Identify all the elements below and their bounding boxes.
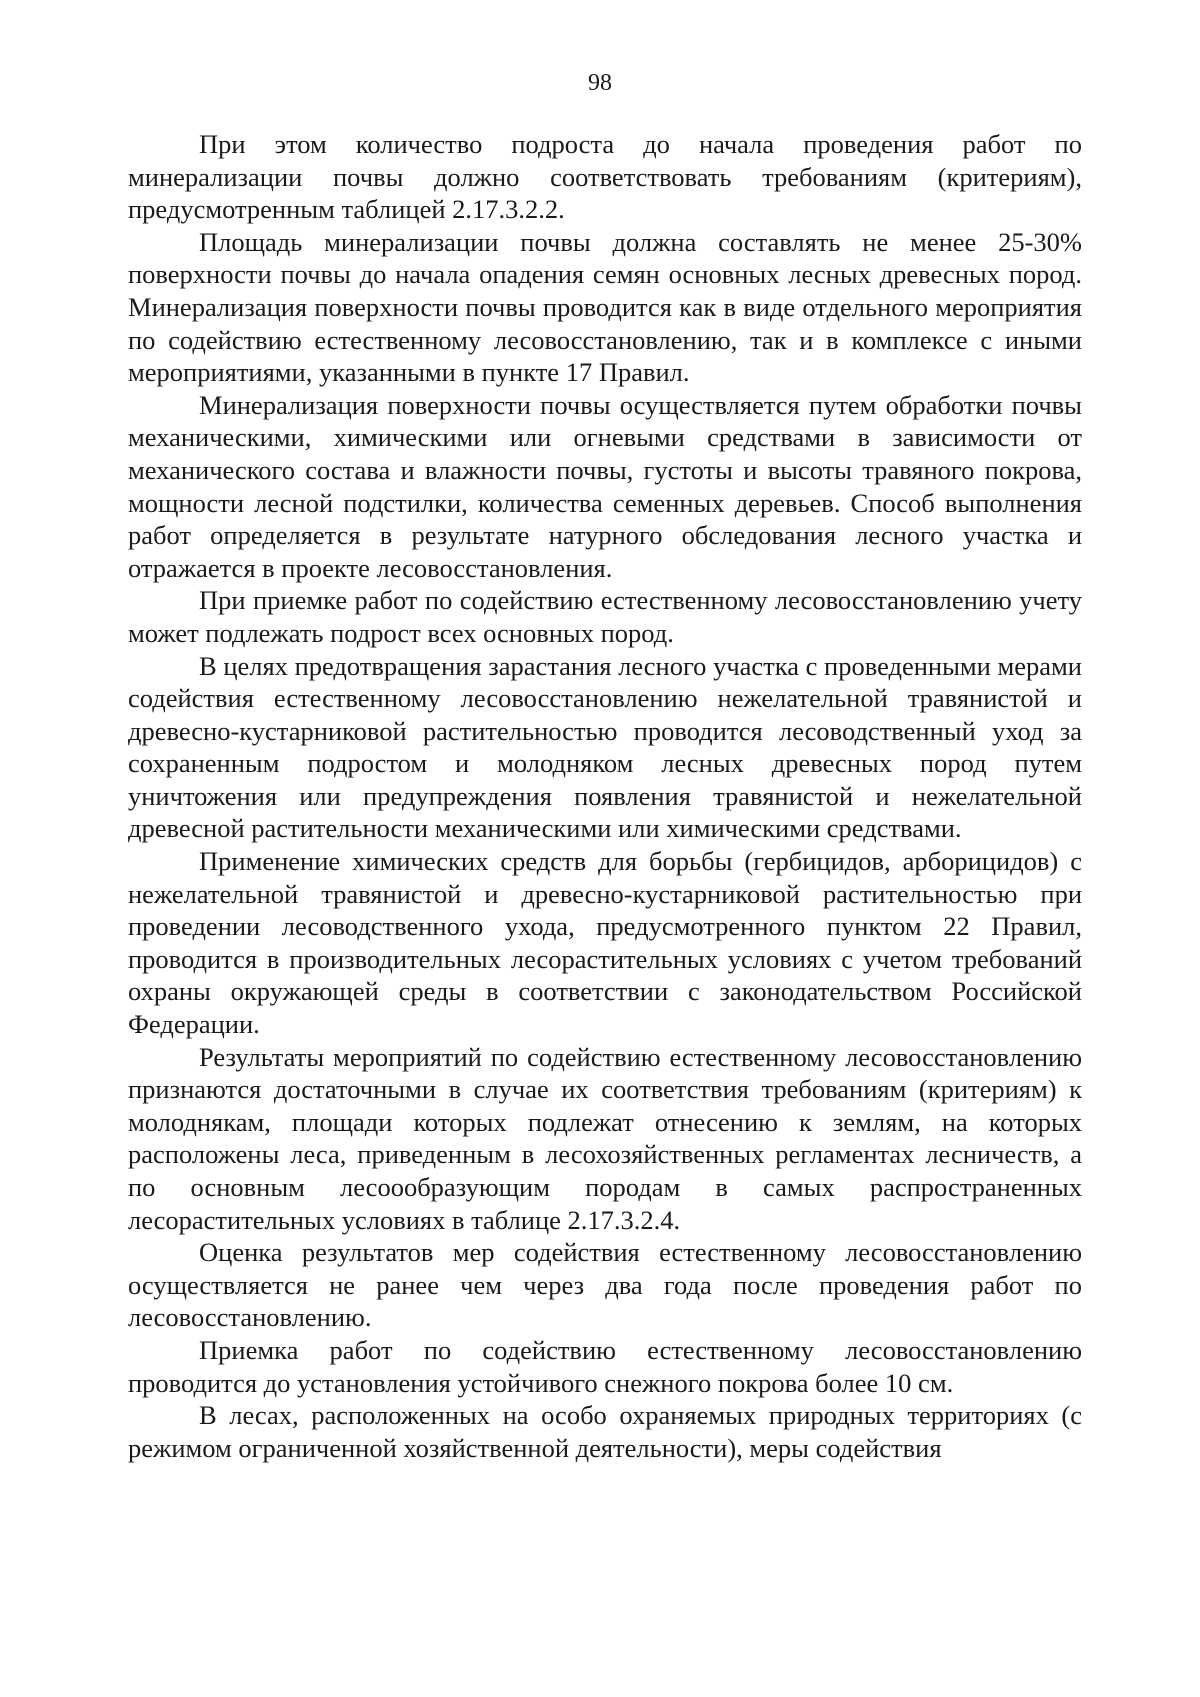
paragraph: Результаты мероприятий по содействию естественному лесовосстановлению признаются достаточными в случае их соответствия требованиям (критериям) к молоднякам, площади которых подлежат отнесению к землям, на которых расположены леса, приведенным в лесохозяйственных регламентах лесничеств, а по основным лесоообразующим породам в самых распространенных лесорастительных условиях в таблице 2.17.3.2.4. [128,1041,1082,1235]
paragraph: В лесах, расположенных на особо охраняемых природных территориях (с режимом ограниченной хозяйственной деятельности), меры содействия [128,1400,1082,1463]
paragraph: В целях предотвращения зарастания лесного участка с проведенными мерами содействия естественному лесовосстановлению нежелательной травянистой и древесно-кустарниковой растительностью проводится лесоводственный уход за сохраненным подростом и молодняком лесных древесных пород путем уничтожения или предупреждения появления травянистой и нежелательной древесной растительности механическими или химическими средствами. [128,650,1082,844]
paragraph: При приемке работ по содействию естественному лесовосстановлению учету может подлежать подрост всех основных пород. [128,585,1082,648]
paragraph: Оценка результатов мер содействия естественному лесовосстановлению осуществляется не ранее чем через два года после проведения работ по лесовосстановлению. [128,1237,1082,1333]
body-text [128,128,1082,1464]
paragraph: Площадь минерализации почвы должна составлять не менее 25-30% поверхности почвы до начала опадения семян основных лесных древесных пород. Минерализация поверхности почвы проводится как в виде отдельного мероприятия по содействию естественному лесовосстановлению, так и в комплексе с иными мероприятиями, указанными в пункте 17 Правил. [128,226,1082,388]
paragraph: При этом количество подроста до начала проведения работ по минерализации почвы должно соответствовать требованиям (критериям), предусмотренным таблицей 2.17.3.2.2. [128,129,1082,225]
paragraph: Приемка работ по содействию естественному лесовосстановлению проводится до установления устойчивого снежного покрова более 10 см. [128,1334,1082,1398]
paragraph: Применение химических средств для борьбы (гербицидов, арборицидов) с нежелательной травянистой и древесно-кустарниковой растительностью при проведении лесоводственного ухода, предусмотренного пунктом 22 Правил, проводится в производительных лесорастительных условиях с учетом требований охраны окружающей среды в соответствии с законодательством Российской Федерации. [128,846,1082,1040]
paragraph: Минерализация поверхности почвы осуществляется путем обработки почвы механическими, химическими или огневыми средствами в зависимости от механического состава и влажности почвы, густоты и высоты травяного покрова, мощности лесной подстилки, количества семенных деревьев. Способ выполнения работ определяется в результате натурного обследования лесного участка и отражается в проекте лесовосстановления. [128,389,1082,583]
page-number: 98 [588,70,612,96]
